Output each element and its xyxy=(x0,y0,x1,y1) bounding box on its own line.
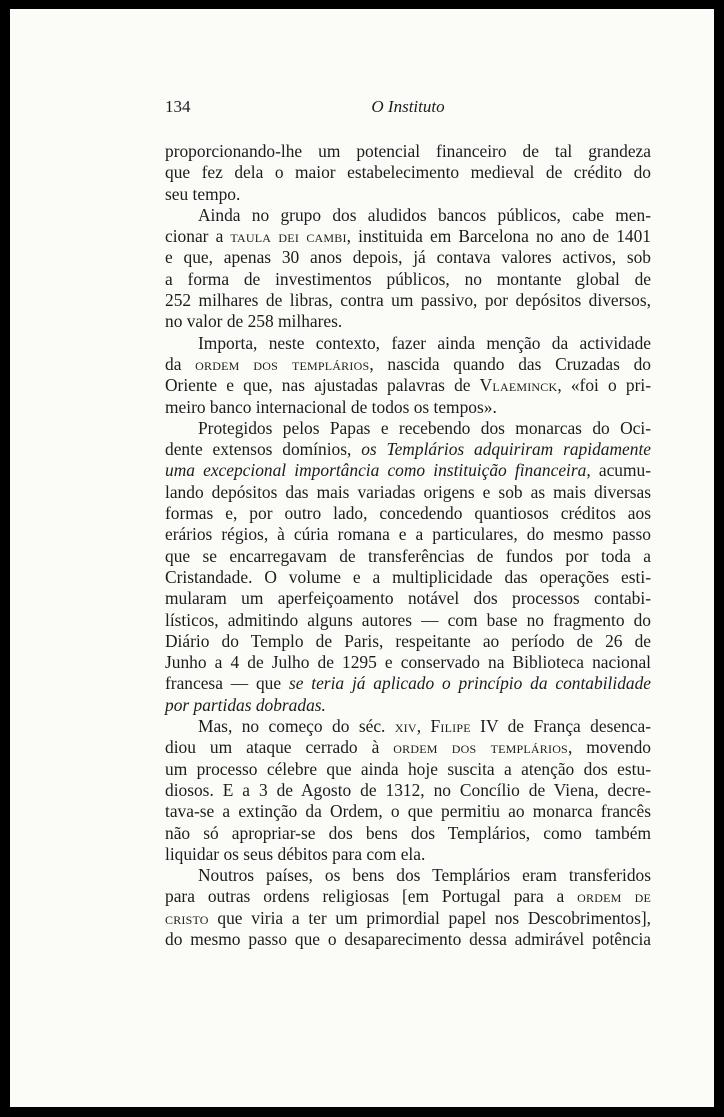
text-line: mularam um aperfeiçoamento notável dos processos contabi- xyxy=(165,588,651,609)
paragraph-start-line: Protegidos pelos Papas e recebendo dos monarcas do Oci- xyxy=(198,417,651,438)
paragraph-start-line: Mas, no começo do séc. xiv, Filipe IV de França desenca- xyxy=(198,716,652,737)
text-line: que se encarregavam de transferências de fundos por toda a xyxy=(165,545,651,566)
order-name-smallcaps: ordem dos templários xyxy=(195,353,370,374)
text-line: a forma de investimentos públicos, no montante global de xyxy=(165,268,651,289)
text-line: Oriente e que, nas ajustadas palavras de Vlaeminck, «foi o pri- xyxy=(165,375,651,396)
text-line: Diário do Templo de Paris, respeitante ao período de 26 de xyxy=(165,630,651,651)
text-line: do mesmo passo que o desaparecimento dessa admirável potência xyxy=(165,928,651,949)
text-line: da ordem dos templários, nascida quando das Cruzadas do xyxy=(165,353,651,374)
text-line: francesa — que se teria já aplicado o princípio da contabilidade xyxy=(165,673,651,694)
paragraph-start-line: Noutros países, os bens dos Templários eram transferidos xyxy=(198,865,651,886)
text-line: lísticos, admitindo alguns autores — com base no fragmento do xyxy=(165,609,651,630)
page-header xyxy=(165,97,651,121)
text-line xyxy=(165,695,651,716)
text-line: formas e, por outro lado, concedendo quantiosos créditos aos xyxy=(165,503,651,524)
italic-phrase: por partidas dobradas. xyxy=(165,694,326,715)
italic-phrase: se teria já aplicado o princípio da contabilidade xyxy=(288,673,651,694)
text-line: Junho a 4 de Julho de 1295 e conservado na Biblioteca nacional xyxy=(165,652,651,673)
text-line: meiro banco internacional de todos os tempos». xyxy=(165,396,497,417)
text-line: lando depósitos das mais variadas origens e sob as mais diversas xyxy=(165,481,651,502)
text-line: Cristandade. O volume e a multiplicidade das operações esti- xyxy=(165,566,651,587)
text-line: não só apropriar-se dos bens dos Templários, como também xyxy=(165,822,651,843)
king-name-smallcaps: Filipe xyxy=(430,716,471,737)
paragraph-start-line: Ainda no grupo dos aludidos bancos públicos, cabe men- xyxy=(198,204,651,225)
text-line: e que, apenas 30 anos depois, já contava valores activos, sob xyxy=(165,247,651,268)
text-line: diou um ataque cerrado à ordem dos templários, movendo xyxy=(165,737,651,758)
century-smallcaps: xiv xyxy=(394,716,417,737)
text-line: que fez dela o maior estabelecimento medieval de crédito do xyxy=(165,162,651,183)
text-line: para outras ordens religiosas [em Portugal para a ordem de xyxy=(165,886,651,907)
text-line: cionar a taula dei cambi, instituida em Barcelona no ano de 1401 xyxy=(165,226,651,247)
text-line: diosos. E a 3 de Agosto de 1312, no Concílio de Viena, decre- xyxy=(165,779,651,800)
order-name-smallcaps: ordem dos templários xyxy=(393,737,568,758)
text-line: proporcionando-lhe um potencial financeiro de tal grandeza xyxy=(165,141,651,161)
text-line: cristo que viria a ter um primordial papel nos Descobrimentos], xyxy=(165,907,651,928)
author-name-smallcaps: Vlaeminck xyxy=(479,375,558,396)
text-line: no valor de 258 milhares. xyxy=(165,311,343,332)
text-line: uma excepcional importância como instituição financeira, acumu- xyxy=(165,460,652,481)
italic-phrase: os Templários adquiriram rapidamente xyxy=(361,439,651,460)
bank-name-smallcaps: taula dei cambi xyxy=(230,226,347,247)
document-page xyxy=(10,9,714,1107)
text-line: tava-se a extinção da Ordem, o que permitiu ao monarca francês xyxy=(165,801,651,822)
order-name-smallcaps: ordem de xyxy=(577,886,651,907)
text-line: dente extensos domínios, os Templários adquiriram rapidamente xyxy=(165,439,651,460)
text-line: um processo célebre que ainda hoje suscita a atenção dos estu- xyxy=(165,758,651,779)
italic-phrase: uma excepcional importância como instituição financeira, xyxy=(165,460,591,481)
text-line: seu tempo. xyxy=(165,183,241,204)
order-name-smallcaps: cristo xyxy=(165,907,209,928)
text-line: liquidar os seus débitos para com ela. xyxy=(165,843,426,864)
text-line: 252 milhares de libras, contra um passivo, por depósitos diversos, xyxy=(165,290,651,311)
page-number: 134 xyxy=(165,97,191,116)
body-text xyxy=(165,141,651,950)
text-line: erários régios, à cúria romana e a particulares, do mesmo passo xyxy=(165,524,651,545)
running-title: O Instituto xyxy=(371,97,445,116)
paragraph-start-line: Importa, neste contexto, fazer ainda menção da actividade xyxy=(198,332,651,353)
